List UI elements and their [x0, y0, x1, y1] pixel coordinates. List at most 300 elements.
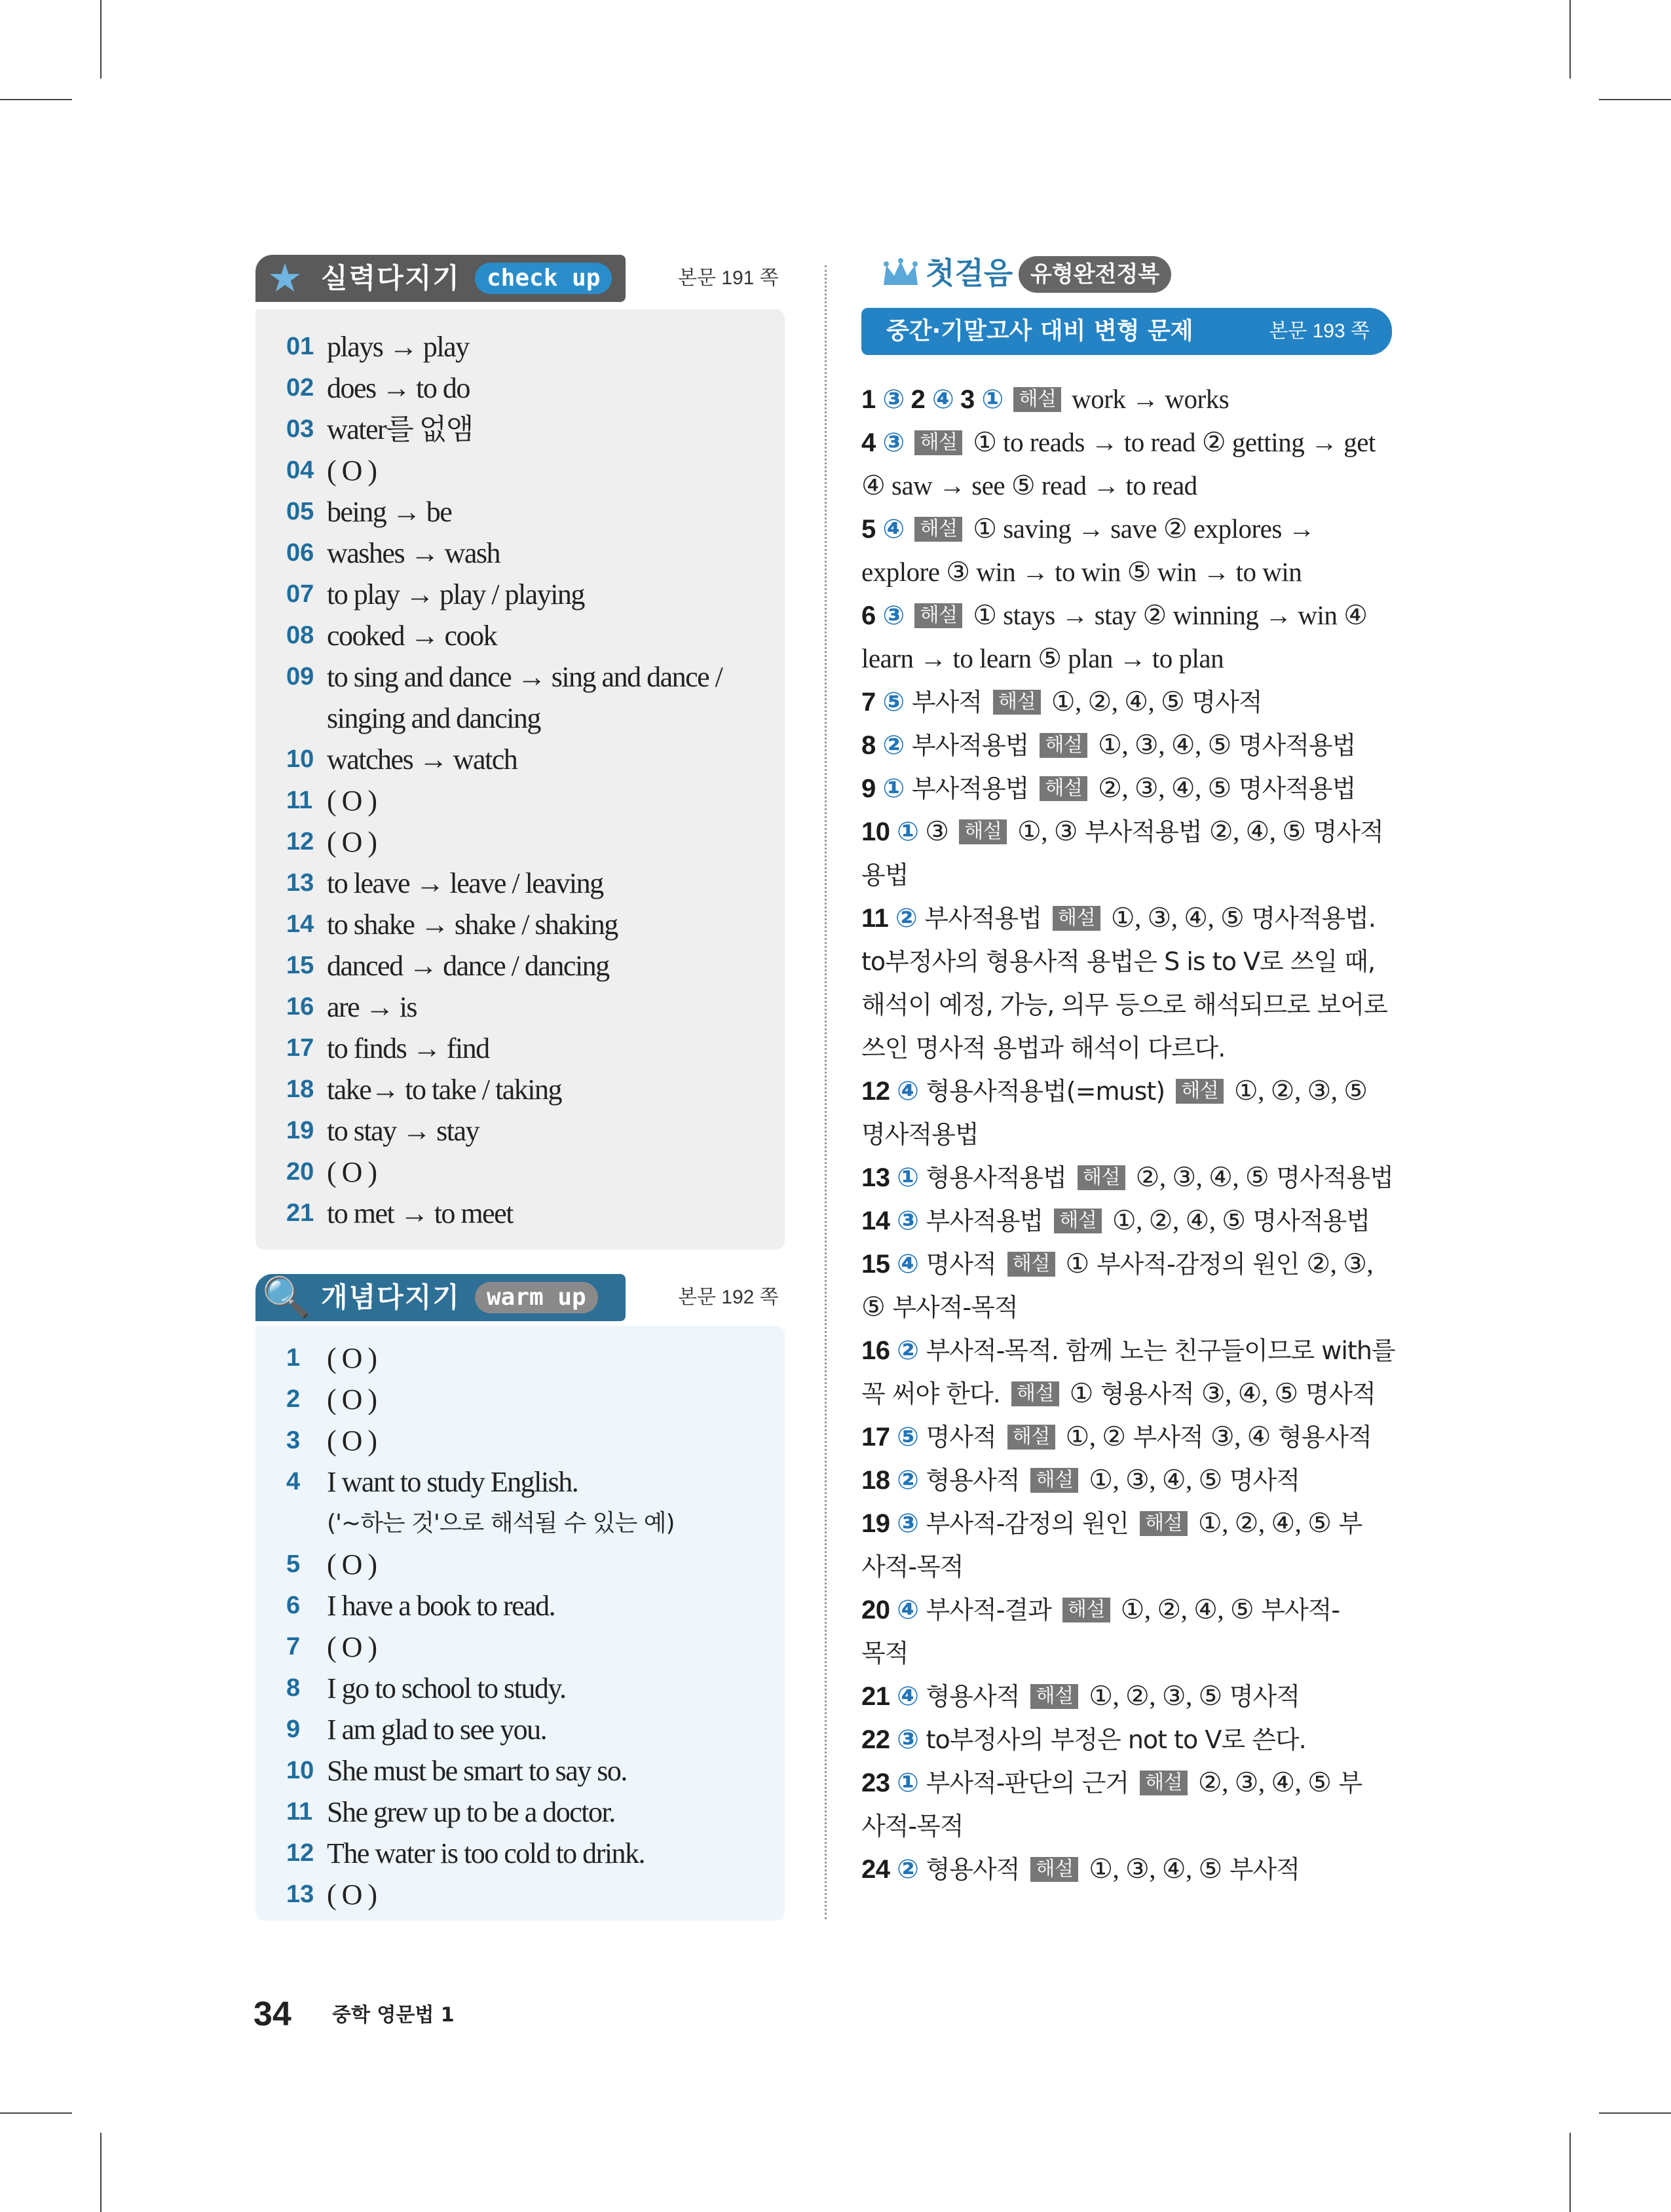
answer-token: work → works	[1065, 384, 1230, 414]
explanation-tag: 해설	[1140, 1511, 1188, 1536]
answer-text	[861, 557, 1302, 587]
answer-token: ②	[1157, 1594, 1181, 1624]
checkup-item	[286, 945, 771, 986]
item-number: 17	[286, 1034, 314, 1062]
question-number: 12	[861, 1077, 897, 1106]
answer-line	[861, 1285, 1395, 1328]
checkup-item	[286, 656, 771, 739]
answer-token: ①	[1089, 1465, 1113, 1495]
answer-token: ,	[1207, 903, 1220, 933]
question-number: 21	[861, 1682, 897, 1711]
checkup-item	[286, 491, 771, 533]
checkup-tag: check up	[475, 263, 612, 294]
answer-token: ④	[1247, 1421, 1271, 1452]
warmup-item	[286, 1379, 771, 1420]
question-number: 10	[861, 817, 897, 846]
answer-token: getting → get	[1226, 427, 1376, 457]
answer-token: ,	[1111, 686, 1125, 717]
answer-token: ⑤	[1198, 1681, 1222, 1711]
item-number: 01	[286, 333, 314, 360]
item-number: 03	[286, 415, 314, 443]
answer-korean: 쓰인 명사적 용법과 해석이 다르다.	[861, 1034, 1226, 1062]
answer-korean: 부	[1331, 1769, 1362, 1797]
answer-token: ③	[882, 428, 905, 458]
explanation-tag: 해설	[1040, 776, 1087, 801]
answer-korean: 부사적-목적. 함께 노는 친구들이므로 with를	[918, 1336, 1395, 1365]
answer-token: ②	[897, 1336, 919, 1366]
answer-token: ⑤	[861, 1292, 886, 1322]
answer-token: ②	[1142, 600, 1167, 630]
answer-token: ⑤	[1038, 643, 1062, 673]
answer-token: ②	[1087, 686, 1112, 717]
checkup-item	[286, 821, 771, 863]
answer-korean: 부사적용법	[1078, 817, 1209, 846]
answer-list	[861, 377, 1395, 1890]
item-number: 21	[286, 1199, 314, 1227]
answer-token: win → to win	[969, 557, 1127, 587]
question-number: 14	[861, 1207, 897, 1235]
answer-token: ,	[1180, 1594, 1194, 1624]
answer-text	[861, 514, 911, 544]
question-number: 18	[861, 1466, 897, 1495]
answer-korean: 부사적-감정의 원인	[1089, 1250, 1307, 1279]
answer-text	[1063, 1378, 1376, 1408]
answer-token	[1082, 1854, 1089, 1884]
answer-token: ,	[1136, 1205, 1149, 1235]
answer-korean: 형용사적용법(=must)	[918, 1077, 1173, 1106]
answer-token	[966, 427, 973, 457]
answer-token: ,	[1158, 773, 1171, 803]
answer-token	[1129, 1162, 1136, 1192]
answer-text	[861, 1248, 1004, 1279]
answer-token: ④	[861, 470, 886, 500]
answer-token: saving → save	[996, 514, 1163, 544]
checkup-item	[286, 409, 771, 450]
answer-token: ①	[882, 774, 905, 804]
answer-line	[861, 853, 1395, 896]
answer-text	[1082, 1854, 1300, 1884]
item-text: washes → wash	[327, 537, 500, 569]
answer-token	[954, 384, 960, 414]
answer-token: ,	[1222, 1508, 1235, 1538]
answer-token: winning → win	[1166, 600, 1344, 630]
answer-token: ⑤	[1011, 470, 1036, 500]
answer-token: ,	[1258, 1076, 1271, 1106]
explanation-tag: 해설	[914, 430, 962, 455]
answer-token: ,	[1261, 1378, 1275, 1408]
checkup-panel	[255, 309, 785, 1250]
answer-token	[1104, 903, 1111, 933]
answer-line	[861, 1761, 1395, 1804]
answer-token: win → to win	[1150, 557, 1302, 587]
warmup-item	[286, 1461, 771, 1544]
answer-token: ②	[1234, 1508, 1258, 1538]
checkup-item	[286, 863, 771, 904]
answer-token: ⑤	[1307, 1508, 1332, 1538]
answer-line	[861, 1155, 1395, 1199]
item-text: to shake → shake / shaking	[327, 909, 618, 941]
question-number: 11	[861, 904, 895, 933]
answer-token: ①	[1051, 686, 1076, 717]
answer-korean: 명사적	[1305, 817, 1383, 846]
answer-line	[861, 1112, 1395, 1155]
answer-text	[1059, 1248, 1373, 1279]
explanation-tag: 해설	[914, 603, 962, 628]
answer-token: ④	[1271, 1508, 1295, 1538]
answer-token: ②	[1306, 1248, 1330, 1279]
answer-token: ⑤	[1127, 557, 1151, 587]
answer-text	[861, 1292, 1018, 1322]
item-number: 1	[286, 1344, 301, 1372]
answer-token: ,	[1121, 730, 1135, 760]
answer-line	[861, 1804, 1395, 1847]
answer-token: ⑤	[1274, 1378, 1298, 1408]
item-text: She grew up to be a doctor.	[327, 1796, 615, 1828]
explanation-tag: 해설	[993, 690, 1041, 715]
warmup-item	[286, 1585, 771, 1626]
answer-token: ,	[1195, 1162, 1209, 1192]
answer-token: learn → to learn	[861, 643, 1038, 673]
answer-text	[861, 1594, 1059, 1624]
answer-korean: 형용사적	[918, 1682, 1027, 1711]
answer-text	[861, 1681, 1026, 1711]
answer-token: ,	[1089, 1421, 1102, 1452]
item-text	[327, 1461, 771, 1544]
answer-token	[1059, 1248, 1066, 1279]
item-text: to leave → leave / leaving	[327, 867, 603, 899]
answer-token	[1004, 384, 1010, 414]
answer-token: ,	[1186, 1854, 1199, 1884]
answer-token: ②	[1102, 1421, 1126, 1452]
answer-token: ③	[1125, 1854, 1150, 1884]
answer-korean: 명사적용법.	[1244, 904, 1376, 933]
answer-line	[861, 1847, 1395, 1890]
checkup-item	[286, 904, 771, 945]
exam-bar-title: 중간·기말고사 대비 변형 문제	[886, 318, 1193, 345]
question-number: 5	[861, 515, 883, 544]
answer-token: ,	[1172, 1205, 1186, 1235]
item-text: take→ to take / taking	[327, 1074, 561, 1106]
warmup-tab	[255, 1274, 626, 1321]
answer-text	[861, 989, 1387, 1019]
warmup-item	[286, 1833, 771, 1874]
item-number: 15	[286, 952, 314, 979]
answer-korean: 부사적-감정의 원인	[918, 1509, 1136, 1538]
answer-token: ③	[1134, 773, 1159, 803]
item-text: I go to school to study.	[327, 1672, 566, 1704]
item-number: 09	[286, 663, 314, 690]
warmup-item	[286, 1791, 771, 1833]
item-text: The water is too cold to drink.	[327, 1837, 645, 1869]
warmup-item	[286, 1709, 771, 1750]
answer-token: ⑤	[1245, 1162, 1269, 1192]
answer-text	[861, 1335, 1395, 1365]
answer-token	[1082, 1465, 1089, 1495]
answer-korean: 명사적	[1222, 1682, 1300, 1711]
answer-text	[861, 1162, 1074, 1192]
item-number: 16	[286, 993, 314, 1021]
answer-token: ③	[897, 1206, 919, 1236]
item-text: ( O )	[327, 1156, 377, 1188]
answer-korean: 형용사적	[1093, 1379, 1201, 1408]
answer-line	[861, 464, 1395, 507]
answer-line	[861, 680, 1395, 723]
answer-token: ④	[1161, 1465, 1186, 1495]
answer-token: ②	[1125, 1681, 1150, 1711]
answer-text	[1228, 1076, 1367, 1106]
explanation-tag: 해설	[1078, 1165, 1125, 1190]
answer-token: ③	[897, 1725, 919, 1755]
answer-korean: 부사적	[904, 688, 990, 717]
answer-token: ①	[897, 1163, 919, 1193]
answer-line	[861, 810, 1395, 853]
answer-korean: 명사적	[1184, 688, 1262, 717]
answer-token	[1091, 730, 1098, 760]
answer-line	[861, 507, 1395, 550]
question-number: 8	[861, 731, 883, 760]
answer-token: ,	[1232, 816, 1246, 846]
answer-token: ④	[931, 384, 954, 415]
answer-token: ⑤	[1207, 773, 1231, 803]
exam-page-ref: 본문 193 쪽	[1269, 320, 1370, 342]
item-text: water를 없앰	[327, 413, 473, 445]
explanation-tag: 해설	[1062, 1598, 1110, 1622]
answer-line	[861, 766, 1395, 810]
answer-token: read → to read	[1035, 470, 1197, 500]
answer-token: ⑤	[1161, 686, 1185, 717]
answer-token: ④	[1271, 1767, 1295, 1797]
answer-text	[861, 946, 1375, 976]
warmup-item	[286, 1750, 771, 1791]
explanation-tag: 해설	[1054, 1209, 1102, 1233]
item-number: 19	[286, 1117, 314, 1144]
answer-text	[861, 384, 1009, 414]
book-title: 중학 영문법 1	[332, 2004, 455, 2027]
answer-korean: 명사적	[918, 1423, 1004, 1452]
answer-token: ③	[1053, 816, 1078, 846]
item-number: 8	[286, 1674, 301, 1702]
item-text: to stay → stay	[327, 1115, 479, 1147]
answer-token: ③	[1172, 1162, 1196, 1192]
first-step-tag: 유형완전정복	[1019, 256, 1171, 293]
question-number: 16	[861, 1336, 897, 1365]
explanation-tag: 해설	[1011, 1381, 1059, 1406]
answer-token: ④	[1171, 773, 1195, 803]
item-number: 14	[286, 910, 314, 938]
answer-text	[861, 1378, 1007, 1408]
answer-token: ,	[1112, 1681, 1125, 1711]
answer-token: ②	[897, 1854, 919, 1884]
answer-token: ④	[1185, 1205, 1209, 1235]
answer-token: ,	[1134, 903, 1148, 933]
answer-line	[861, 1674, 1395, 1717]
answer-token: ④	[1237, 1378, 1262, 1408]
answer-token: ,	[1144, 1594, 1157, 1624]
checkup-item	[286, 1069, 771, 1110]
answer-text	[1106, 1205, 1370, 1235]
question-number: 7	[861, 688, 883, 717]
checkup-item	[286, 533, 771, 574]
answer-line	[861, 1199, 1395, 1242]
item-text: ( O )	[327, 1425, 377, 1457]
answer-text	[861, 686, 989, 717]
checkup-list	[286, 326, 771, 1234]
item-number: 18	[286, 1076, 314, 1103]
answer-token: ④	[1124, 686, 1148, 717]
answer-token: ,	[1194, 773, 1208, 803]
item-text: to finds → find	[327, 1032, 489, 1064]
crop-mark	[1599, 2112, 1671, 2114]
item-number: 10	[286, 1757, 314, 1784]
checkup-item	[286, 326, 771, 367]
answer-text	[861, 1119, 979, 1149]
explanation-tag: 해설	[1007, 1425, 1055, 1450]
answer-text	[1082, 1681, 1300, 1711]
question-number: 1	[861, 385, 883, 414]
answer-token: ④	[1193, 1594, 1218, 1624]
answer-korean: 부사적-결과	[918, 1596, 1059, 1624]
answer-text	[1192, 1508, 1362, 1538]
item-number: 9	[286, 1715, 301, 1743]
column-divider	[825, 265, 827, 1919]
answer-korean: 부사적	[1222, 1855, 1300, 1884]
crop-mark	[100, 2133, 102, 2212]
warmup-item	[286, 1874, 771, 1915]
answer-line	[861, 1717, 1395, 1761]
item-text: I have a book to read.	[327, 1590, 555, 1622]
warmup-page-ref: 본문 192 쪽	[678, 1286, 779, 1308]
answer-korean: 목적	[861, 1639, 909, 1668]
answer-token: ,	[1112, 1854, 1125, 1884]
answer-text	[966, 427, 1375, 457]
answer-token: ①	[1089, 1854, 1113, 1884]
answer-token	[1011, 816, 1017, 846]
item-number: 13	[286, 869, 314, 897]
warmup-item	[286, 1544, 771, 1585]
answer-text	[861, 1810, 964, 1841]
answer-text	[861, 1724, 1306, 1754]
answer-text	[966, 514, 1315, 544]
answer-text	[861, 427, 911, 457]
answer-token: ④	[1184, 903, 1208, 933]
answer-line	[861, 593, 1395, 637]
answer-token: explore	[861, 557, 947, 587]
answer-korean: 해석이 예정, 가능, 의무 등으로 해석되므로 보어로	[861, 990, 1387, 1019]
item-number: 06	[286, 539, 314, 567]
question-number: 20	[861, 1596, 897, 1624]
checkup-item	[286, 1110, 771, 1152]
item-text: watches → watch	[327, 743, 517, 776]
answer-text	[1129, 1162, 1393, 1192]
answer-token: ③	[882, 384, 905, 415]
answer-token: ⑤	[1222, 1205, 1246, 1235]
answer-token	[1106, 1205, 1112, 1235]
item-number: 2	[286, 1385, 301, 1413]
item-text: I am glad to see you.	[327, 1714, 547, 1746]
checkup-item	[286, 1152, 771, 1193]
checkup-item	[286, 574, 771, 615]
answer-korean: 부사적용법	[917, 904, 1049, 933]
item-text: ( O )	[327, 1879, 377, 1911]
answer-token: ⑤	[1230, 1594, 1254, 1624]
answer-token: ,	[1217, 1594, 1230, 1624]
answer-text	[861, 1465, 1026, 1495]
warmup-item	[286, 1626, 771, 1668]
checkup-page-ref: 본문 191 쪽	[678, 267, 779, 289]
answer-korean: 명사적용법	[1231, 774, 1356, 803]
answer-line	[861, 1458, 1395, 1501]
answer-token: ,	[1158, 730, 1171, 760]
item-number: 04	[286, 457, 314, 484]
answer-token: ,	[1258, 1767, 1271, 1797]
answer-token: ①	[1110, 903, 1135, 933]
answer-korean: 사적-목적	[861, 1552, 964, 1581]
explanation-tag: 해설	[1030, 1857, 1078, 1882]
answer-token: ⑤	[1307, 1767, 1332, 1797]
answer-text	[861, 1854, 1026, 1884]
checkup-item	[286, 450, 771, 491]
answer-line	[861, 1545, 1395, 1588]
answer-token	[905, 427, 911, 457]
explanation-tag: 해설	[914, 517, 962, 542]
question-number: 9	[861, 774, 883, 803]
answer-token: ,	[1232, 1162, 1245, 1192]
answer-line	[861, 1026, 1395, 1069]
item-number: 6	[286, 1592, 301, 1619]
answer-text	[861, 730, 1036, 760]
answer-korean: 명사적용법	[1269, 1163, 1393, 1192]
answer-text	[1192, 1767, 1362, 1797]
answer-korean: 형용사적용법	[918, 1163, 1074, 1192]
answer-token: plan → to plan	[1061, 643, 1224, 673]
answer-token: ④	[882, 514, 905, 544]
answer-korean: 부사적용법	[918, 1207, 1051, 1235]
answer-line	[861, 1588, 1395, 1631]
answer-token: ⑤	[882, 687, 905, 717]
answer-line	[861, 896, 1395, 939]
item-text: being → be	[327, 496, 452, 528]
checkup-item	[286, 780, 771, 821]
answer-text	[861, 1767, 1136, 1797]
answer-line	[861, 1069, 1395, 1112]
answer-text	[861, 816, 955, 846]
answer-token: ,	[1112, 1465, 1125, 1495]
answer-line	[861, 1415, 1395, 1458]
answer-token: ,	[1225, 1378, 1238, 1408]
answer-token: ⑤	[1343, 1076, 1368, 1106]
crop-mark	[1599, 99, 1671, 100]
answer-korean: 부사적용법	[904, 774, 1036, 803]
answer-token: ④	[897, 1076, 919, 1106]
question-number: 13	[861, 1163, 897, 1192]
crop-mark	[100, 0, 102, 79]
answer-token: ①	[1065, 1421, 1089, 1452]
answer-token: ②	[1209, 816, 1233, 846]
answer-token: ④	[1171, 730, 1195, 760]
item-number: 11	[286, 1798, 313, 1826]
explanation-tag: 해설	[959, 819, 1007, 844]
answer-line	[861, 939, 1395, 983]
answer-text	[966, 600, 1367, 630]
answer-token: ④	[1161, 1854, 1186, 1884]
answer-token: ,	[1258, 1508, 1271, 1538]
answer-text	[1114, 1594, 1340, 1624]
answer-token: ,	[1269, 816, 1283, 846]
item-number: 02	[286, 374, 314, 402]
answer-token: ③	[1234, 1767, 1258, 1797]
item-number: 07	[286, 580, 314, 608]
checkup-item	[286, 1193, 771, 1234]
